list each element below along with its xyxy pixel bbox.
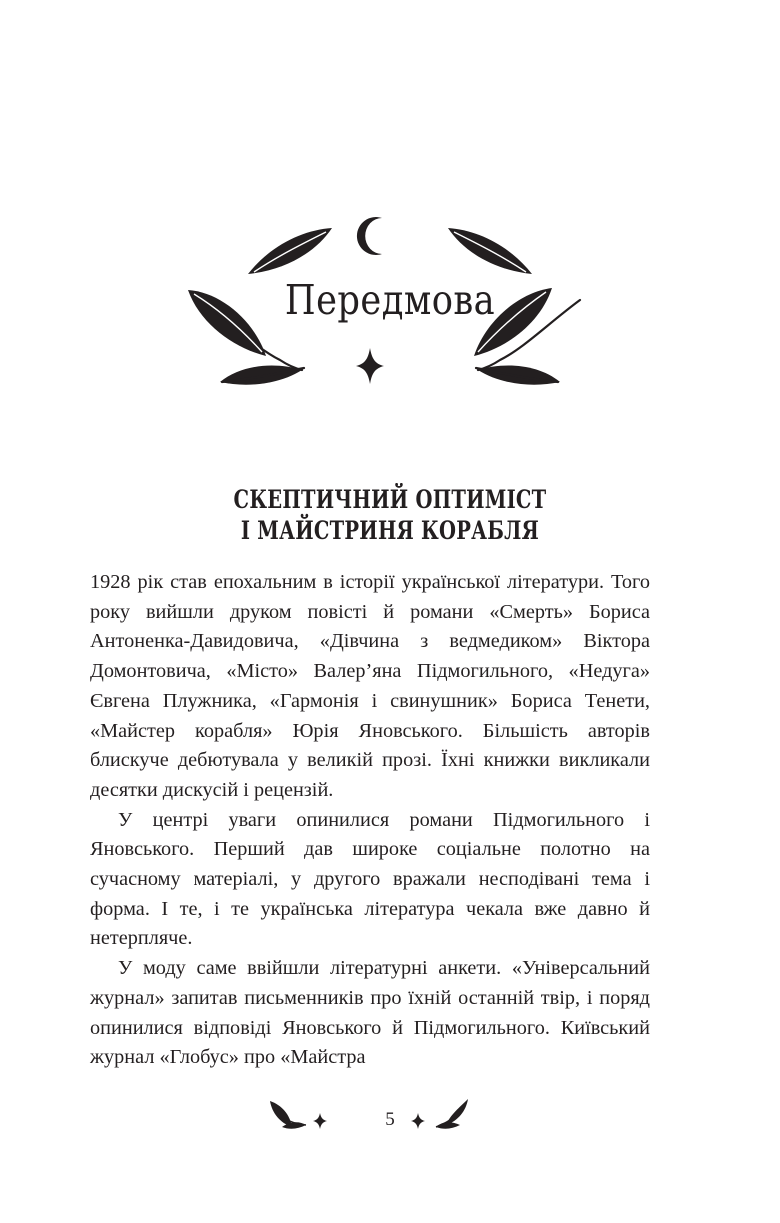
four-point-star-icon bbox=[356, 348, 384, 384]
paragraph: 1928 рік став епохальним в історії української літератури. Того року вийшли друком повісті й романи «Смерть» Бориса Антоненка-Давидовича, «Дівчина з ведмедиком» Віктора Домонтовича, «Місто» Валер’яна Підмогильного, «Недуга» Євгена Плужника, «Гармонія і свинушник» Бориса Тенети, «Майстер корабля» Юрія Яновського. Більшість авторів блискуче дебютувала у великій прозі. Їхні книжки викликали десятки дискусій і рецензій. bbox=[90, 571, 650, 801]
body-text bbox=[90, 568, 650, 1073]
crescent-moon-icon bbox=[357, 217, 382, 255]
subtitle-line: І МАЙСТРИНЯ КОРАБЛЯ bbox=[240, 516, 540, 545]
subtitle-line: СКЕПТИЧНИЙ ОПТИМІСТ bbox=[233, 485, 547, 514]
paragraph: У центрі уваги опинилися романи Підмогильного і Яновського. Перший дав широке соціальне полотно на сучасному матеріалі, у другого вражали несподівані тема і форма. І те, і те українська література чекала вже давно й нетерпляче. bbox=[90, 808, 650, 950]
paragraph: У моду саме ввійшли літературні анкети. «Універсальний журнал» запитав письменників про їхній останній твір, і поряд опинилися відповіді Яновського й Підмогильного. Київський журнал «Глобус» про «Майстра bbox=[90, 957, 650, 1069]
section-subtitle bbox=[86, 484, 694, 546]
page-title: Передмова bbox=[284, 276, 496, 324]
page-number: 5 bbox=[385, 1109, 395, 1130]
